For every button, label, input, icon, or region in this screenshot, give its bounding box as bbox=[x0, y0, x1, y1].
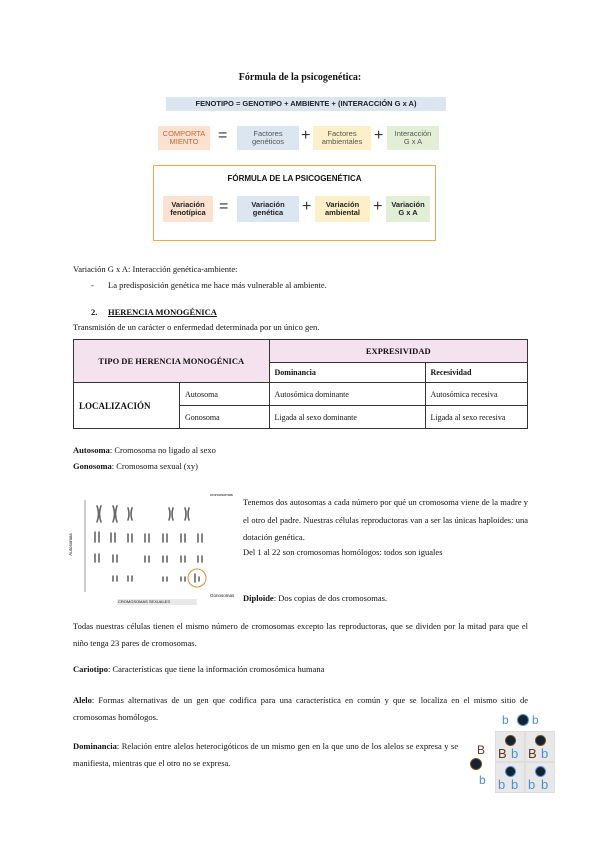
autosoma-text: : Cromosoma no ligado al sexo bbox=[109, 445, 216, 455]
plus-sign: + bbox=[302, 198, 312, 215]
homologos-paragraph: Del 1 al 22 son cromosomas homólogos: todos son iguales bbox=[243, 547, 443, 557]
karyotype-image bbox=[67, 492, 238, 609]
diploide-definition bbox=[243, 592, 387, 605]
interaccion-box: Interacción G x A bbox=[387, 126, 439, 150]
karyotype-paragraph: Tenemos dos autosomas a cada número por qué un cromosoma viene de la madre y el otro del padre. Nuestras células reproductoras van a ser las únicas haploides: una dotación genética. bbox=[243, 497, 528, 542]
table-header-expresividad: EXPRESIVIDAD bbox=[269, 340, 527, 363]
punnett-cell bbox=[526, 763, 554, 792]
allele-label: b bbox=[511, 746, 519, 761]
variacion-gxa-definition: Variación G x A: Interacción genética-ambiente: bbox=[73, 264, 238, 274]
punnett-grid bbox=[495, 731, 555, 793]
factores-ambientales-box: Factores ambientales bbox=[313, 126, 371, 150]
allele-label: b bbox=[541, 777, 549, 792]
gonosoma-term: Gonosoma bbox=[73, 461, 112, 471]
section-title: HERENCIA MONOGÉNICA bbox=[108, 307, 217, 317]
plus-sign: + bbox=[301, 127, 311, 144]
page-title: Fórmula de la psicogenética: bbox=[238, 72, 362, 83]
herencia-table bbox=[73, 339, 528, 429]
variacion-ambiental-box: Variación ambiental bbox=[315, 196, 370, 222]
cariotipo-term: Cariotipo bbox=[73, 664, 108, 674]
eye-icon bbox=[517, 714, 529, 726]
diploide-text: : Dos copias de dos cromosomas. bbox=[273, 593, 388, 603]
alelo-term: Alelo bbox=[73, 695, 92, 705]
autosoma-term: Autosoma bbox=[73, 445, 110, 455]
eye-icon bbox=[470, 758, 482, 770]
gonosoma-definition bbox=[73, 460, 198, 473]
formula-title: FÓRMULA DE LA PSICOGENÉTICA bbox=[227, 174, 362, 183]
eye-icon bbox=[535, 766, 546, 777]
alelo-text: : Formas alternativas de un gen que codifica para una característica en común y que se localiza en el mismo sitio de cromosomas homólogos. bbox=[73, 695, 528, 722]
variacion-gxa-box: Variación G x A bbox=[386, 196, 430, 222]
punnett-cell bbox=[496, 763, 524, 792]
section-number: 2. bbox=[91, 307, 98, 317]
dominancia-definition bbox=[73, 738, 458, 772]
eye-icon bbox=[505, 735, 516, 746]
allele-label: b bbox=[511, 777, 519, 792]
table-header-dominancia: Dominancia bbox=[269, 363, 425, 383]
gonosoma-text: : Cromosoma sexual (xy) bbox=[111, 461, 198, 471]
diploide-term: Diploide bbox=[243, 593, 274, 603]
allele-label: b bbox=[528, 777, 536, 792]
cariotipo-text: : Características que tiene la información cromosómica humana bbox=[107, 664, 325, 674]
allele-label: B bbox=[528, 746, 537, 761]
punnett-col1: b bbox=[502, 713, 509, 727]
alelo-definition bbox=[73, 692, 528, 726]
celulas-paragraph: Todas nuestras células tienen el mismo número de cromosomas excepto las reproductoras, que se dividen por la mitad para que el niño tenga 23 pares de cromosomas. bbox=[73, 621, 528, 648]
allele-label: b bbox=[541, 746, 549, 761]
punnett-row2: b bbox=[479, 773, 486, 787]
equals-sign: = bbox=[218, 127, 228, 144]
table-cell-gonosoma: Gonosoma bbox=[180, 406, 270, 429]
eye-icon bbox=[535, 735, 546, 746]
karyo-top-label: cromosomas bbox=[210, 492, 233, 497]
table-header-tipo: TIPO DE HERENCIA MONOGÉNICA bbox=[74, 340, 270, 383]
punnett-cell bbox=[496, 732, 524, 761]
karyo-legend: CROMOSOMAS SEXUALES bbox=[118, 599, 171, 604]
variacion-fenotipica-box: Variación fenotípica bbox=[163, 196, 213, 222]
cariotipo-definition bbox=[73, 663, 324, 676]
variacion-genetica-box: Variación genética bbox=[237, 196, 299, 222]
fenotipo-banner: FENOTIPO = GENOTIPO + AMBIENTE + (INTERACCIÓN G x A) bbox=[166, 97, 446, 111]
table-cell-autosomica-dominante: Autosómica dominante bbox=[269, 383, 425, 406]
plus-sign: + bbox=[374, 127, 384, 144]
autosoma-definition bbox=[73, 444, 216, 457]
karyotype-figure bbox=[73, 492, 238, 609]
dominancia-text: : Relación entre alelos heterocigóticos de un mismo gen en la que uno de los alelos se expresa y se manifiesta, mientras que el otro no se expresa. bbox=[73, 741, 458, 768]
equals-sign: = bbox=[219, 198, 229, 215]
karyo-gonosomas-label: Gonosomas bbox=[210, 593, 235, 598]
dominancia-term: Dominancia bbox=[73, 741, 117, 751]
bullet-item: La predisposición genética me hace más vulnerable al ambiente. bbox=[108, 280, 327, 290]
plus-sign: + bbox=[373, 198, 383, 215]
table-cell-localizacion: LOCALIZACIÓN bbox=[74, 383, 180, 429]
punnett-cell bbox=[526, 732, 554, 761]
table-cell-ligada-recesiva: Ligada al sexo recesiva bbox=[425, 406, 527, 429]
bullet-dash: - bbox=[91, 280, 94, 290]
table-header-recesividad: Recesividad bbox=[425, 363, 527, 383]
factores-geneticos-box: Factores genéticos bbox=[237, 126, 299, 150]
comportamiento-box: COMPORTA MIENTO bbox=[158, 126, 210, 150]
allele-label: B bbox=[498, 746, 507, 761]
karyo-autosomas-label: Autosomas bbox=[67, 533, 73, 556]
table-cell-autosomica-recesiva: Autosómica recesiva bbox=[425, 383, 527, 406]
table-cell-autosoma: Autosoma bbox=[180, 383, 270, 406]
section-description: Transmisión de un carácter o enfermedad determinada por un único gen. bbox=[73, 322, 320, 332]
punnett-col2: b bbox=[532, 713, 539, 727]
table-cell-ligada-dominante: Ligada al sexo dominante bbox=[269, 406, 425, 429]
punnett-row1: B bbox=[477, 743, 486, 757]
eye-icon bbox=[505, 766, 516, 777]
allele-label: b bbox=[498, 777, 506, 792]
